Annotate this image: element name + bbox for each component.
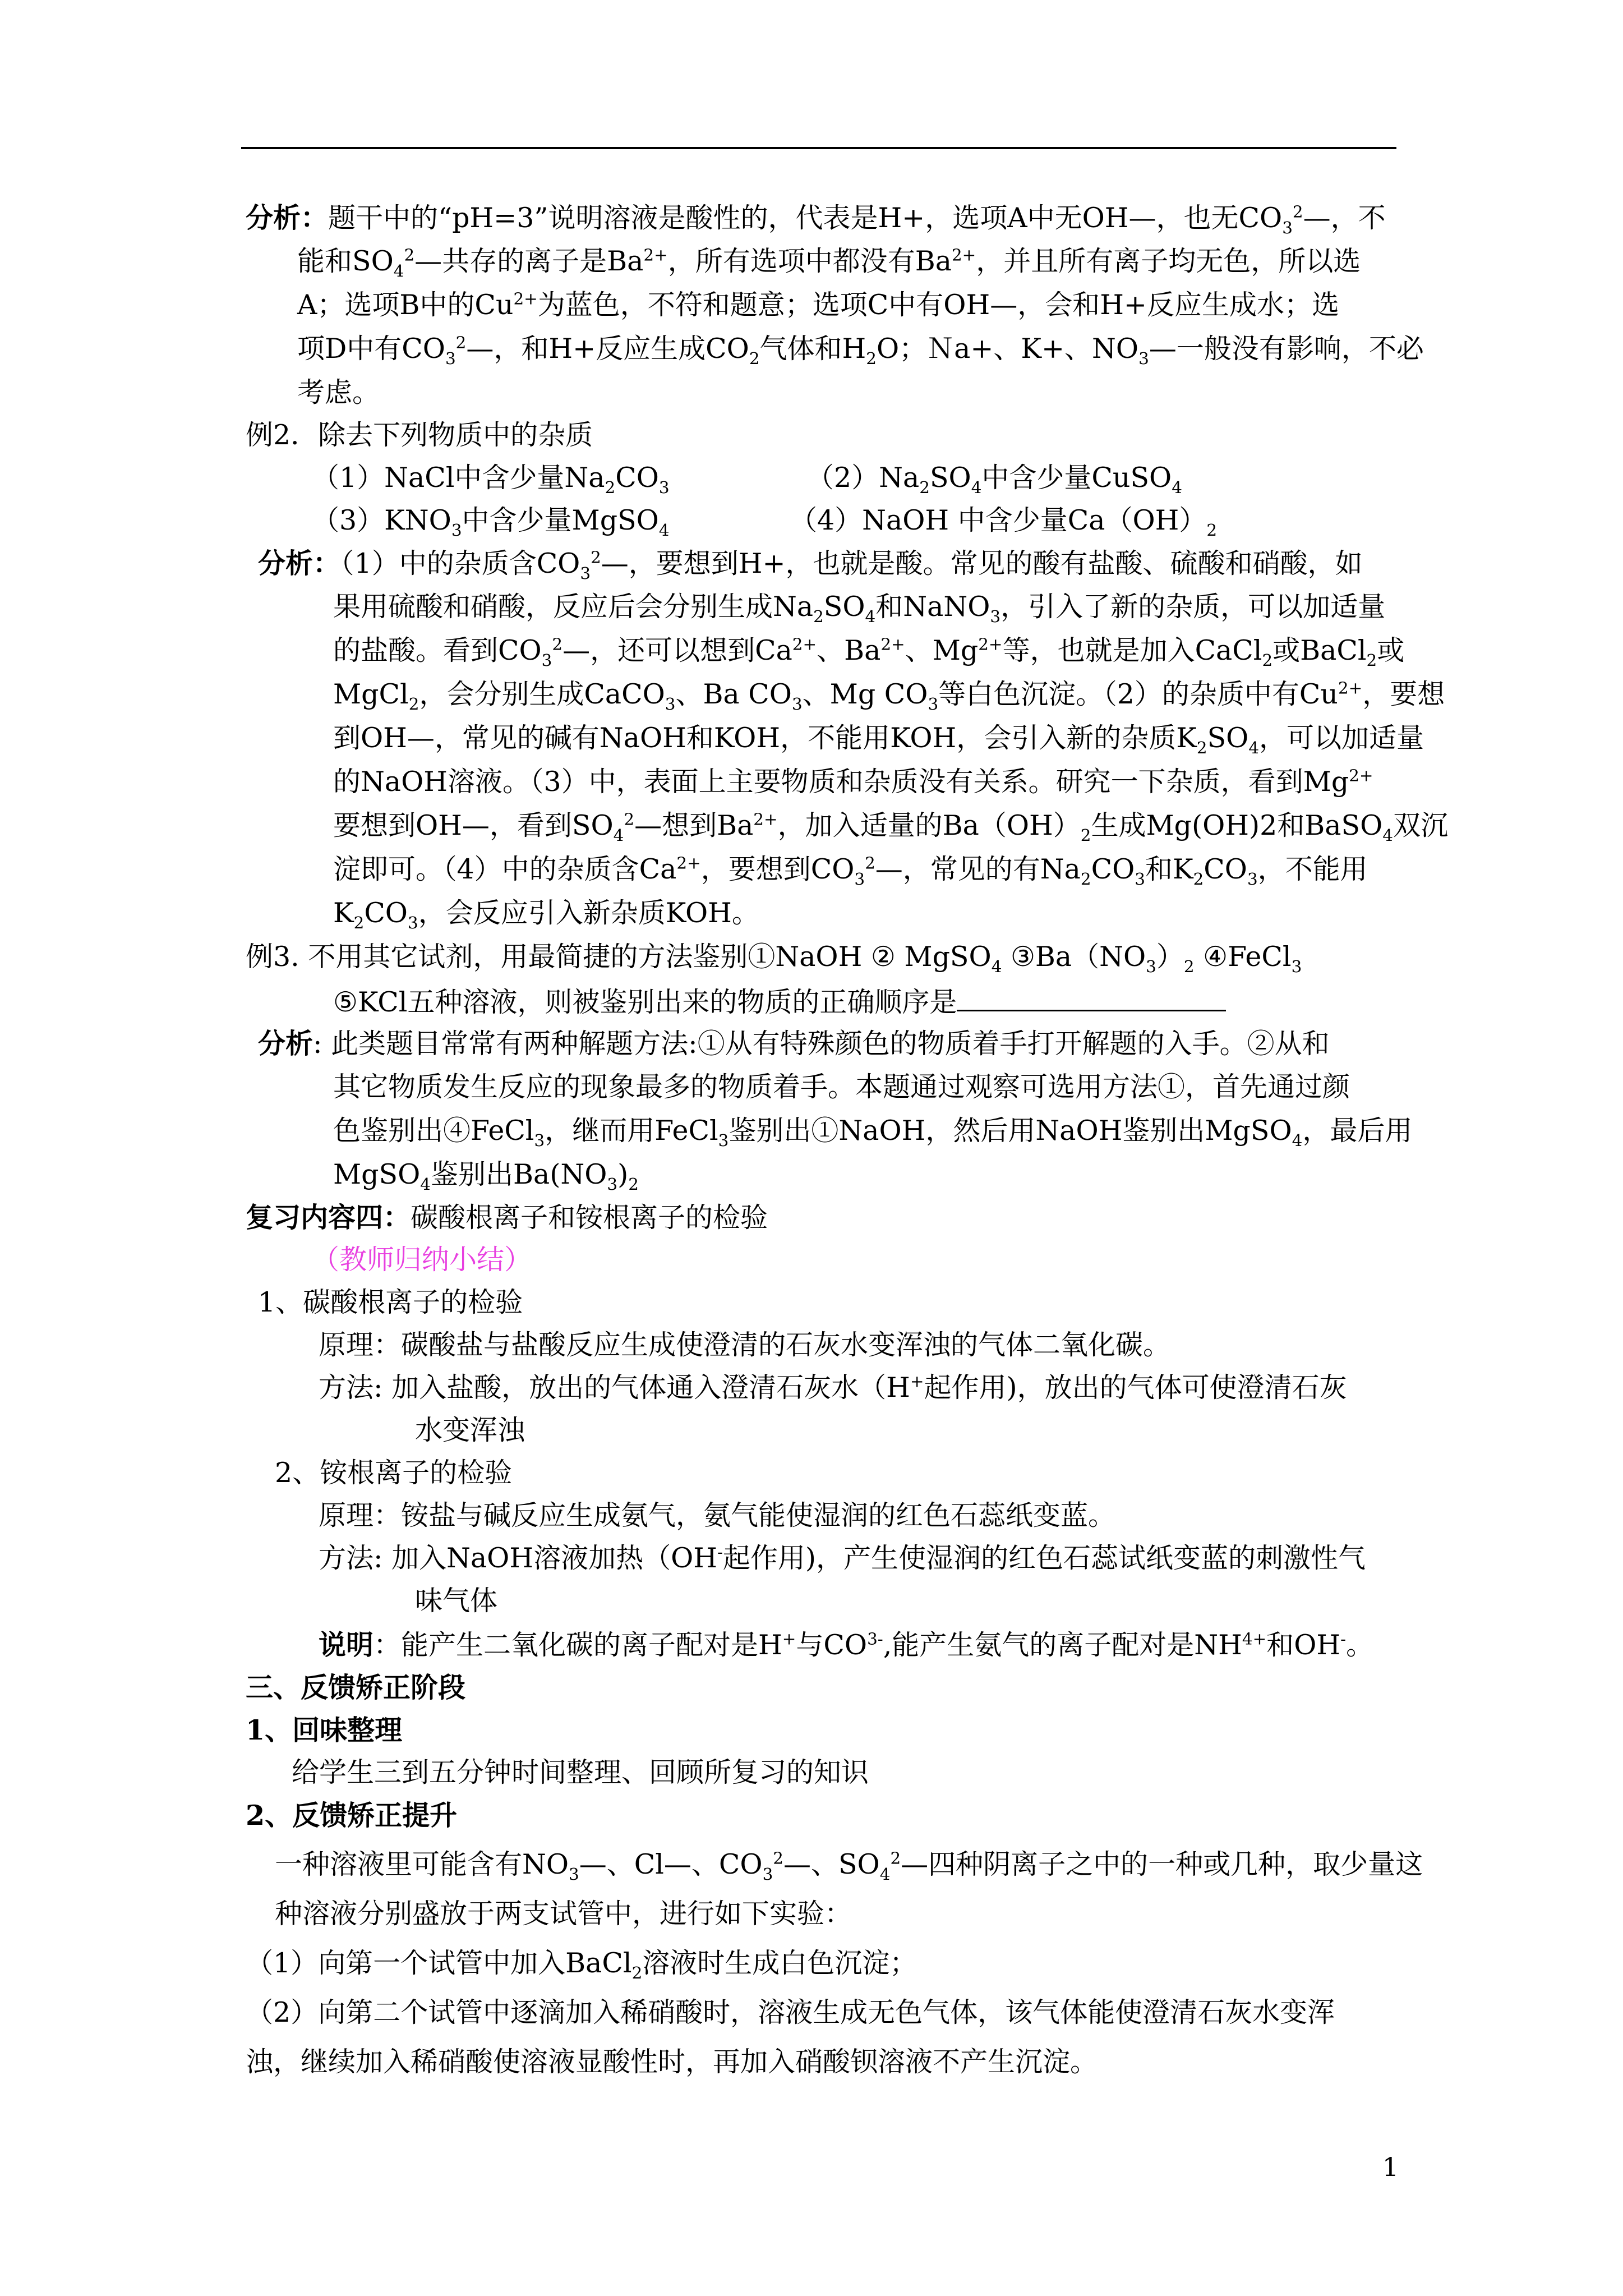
question-line5: 浊，继续加入稀硝酸使溶液显酸性时，再加入硝酸钡溶液不产生沉淀。 bbox=[246, 2046, 1098, 2078]
carbonate-method-cont: 水变浑浊 bbox=[415, 1414, 525, 1446]
question-line4: （2）向第二个试管中逐滴加入稀硝酸时，溶液生成无色气体，该气体能使澄清石灰水变浑 bbox=[246, 1996, 1335, 2028]
ex2-analysis-line3: 的盐酸。看到$CO_3^2—$，还可以想到$Ca^{2+}$、$Ba^{2+}$、$Mg^{2+}$等，也就是加入CaCl$_2$或BaCl$_2$或 bbox=[333, 634, 1405, 670]
ex2-analysis-line1: 分析：（1）中的杂质含$CO_3^2—$，要想到H+，也就是酸。常见的酸有盐酸、硫酸和硝酸，如 bbox=[258, 547, 1363, 583]
carbonate-heading: 1、碳酸根离子的检验 bbox=[258, 1286, 523, 1318]
analysis1-line2: 能和$SO_4^2—$共存的离子是$Ba^{2+}$，所有选项中都没有$Ba^{2+}$，并且所有离子均无色，所以选 bbox=[297, 245, 1361, 280]
ex2-analysis-line5: 到OH—，常见的碱有NaOH和KOH，不能用KOH，会引入新的杂质$K_2SO_4$，可以加适量 bbox=[333, 722, 1424, 757]
ex3-analysis-line3: 色鉴别出④FeCl$_3$，继而用FeCl$_3$鉴别出①NaOH，然后用NaOH鉴别出MgSO$_4$，最后用 bbox=[333, 1115, 1413, 1150]
question-line2: 种溶液分别盛放于两支试管中，进行如下实验： bbox=[275, 1898, 852, 1930]
ex2-analysis-line4: MgCl$_2$，会分别生成CaCO$_3$、Ba $CO_3$、Mg $CO_3$等白色沉淀。（2）的杂质中有$Cu^{2+}$，要想 bbox=[333, 678, 1445, 714]
ex2-analysis-line2: 果用硫酸和硝酸，反应后会分别生成$Na_2SO_4$和NaNO$_3$，引入了新的杂质，可以加适量 bbox=[333, 591, 1386, 626]
review4-note: 说明：能产生二氧化碳的离子配对是H+与$CO^{3-}$,能产生氨气的离子配对是$NH^{4+}$和OH-。 bbox=[319, 1628, 1374, 1661]
page-number: 1 bbox=[1382, 2152, 1399, 2182]
ex2-item2: $(2)Na_2SO_4$中含少量CuSO$_4$ bbox=[806, 462, 1182, 497]
ex2-analysis-line9: $K_2CO_3$，会反应引入新杂质KOH。 bbox=[333, 897, 759, 932]
analysis1-line5: 考虑。 bbox=[297, 376, 380, 408]
ammonium-heading: 2、铵根离子的检验 bbox=[275, 1457, 513, 1489]
ex3-analysis-line4: MgSO$_4$鉴别出$Ba(NO_3)_2$ bbox=[333, 1158, 639, 1194]
ex2-item4: （4）NaOH 中含少量$Ca(OH)_2$ bbox=[790, 504, 1218, 540]
stage3-heading1: 1、回味整理 bbox=[246, 1714, 403, 1746]
answer-blank[interactable] bbox=[957, 983, 1226, 1011]
ex2-analysis-line6: 的NaOH溶液。（3）中，表面上主要物质和杂质没有关系。研究一下杂质，看到$Mg^{2+}$ bbox=[333, 766, 1373, 798]
ex2-title: 例2．除去下列物质中的杂质 bbox=[246, 419, 593, 451]
ex3-analysis-line2: 其它物质发生反应的现象最多的物质着手。本题通过观察可选用方法①，首先通过颜 bbox=[333, 1071, 1350, 1103]
ex2-item3: $(3)KNO_3$中含少量MgSO$_4$ bbox=[312, 504, 670, 540]
ex2-analysis-line8: 淀即可。（4）中的杂质含$Ca^{2+}$，要想到$CO_3^2—$，常见的有$Na_2CO_3$和$K_2CO_3$，不能用 bbox=[333, 853, 1368, 889]
ex3-line2: ⑤KCl五种溶液，则被鉴别出来的物质的正确顺序是 bbox=[333, 983, 1226, 1019]
carbonate-principle: 原理：碳酸盐与盐酸反应生成使澄清的石灰水变浑浊的气体二氧化碳。 bbox=[319, 1329, 1171, 1361]
ex2-analysis-line7: 要想到OH—，看到$SO_4^2—$想到$Ba^{2+}$，加入适量的$Ba(OH)_2$生成Mg(OH)2和BaSO$_4$双沉 bbox=[333, 809, 1448, 845]
ex3-line1: 例3. 不用其它试剂，用最简捷的方法鉴别①NaOH ② MgSO$_4$ $③Ba(NO_3)_2$ ④FeCl$_3$ bbox=[246, 941, 1302, 976]
analysis1-line3: A；选项B中的$Cu^{2+}$为蓝色，不符和题意；选项C中有OH—，会和H+反应生成水；选 bbox=[297, 289, 1339, 321]
ammonium-method: 方法: 加入NaOH溶液加热（OH-起作用)，产生使湿润的红色石蕊试纸变蓝的刺激性气 bbox=[319, 1542, 1366, 1574]
analysis1-line1: 分析：题干中的“pH=3”说明溶液是酸性的，代表是H+，选项A中无OH—，也无$CO_3^2—$，不 bbox=[246, 201, 1386, 237]
teacher-summary: （教师归纳小结） bbox=[312, 1244, 532, 1276]
ex3-analysis-line1: 分析: 此类题目常常有两种解题方法:①从有特殊颜色的物质着手打开解题的入手。②从和 bbox=[258, 1027, 1330, 1060]
stage3-paragraph1: 给学生三到五分钟时间整理、回顾所复习的知识 bbox=[292, 1756, 869, 1788]
ammonium-principle: 原理：铵盐与碱反应生成氨气，氨气能使湿润的红色石蕊纸变蓝。 bbox=[319, 1499, 1116, 1531]
analysis1-line4: 项D中有$CO_3^2—$，和H+反应生成$CO_2$气体和$H_2O$；Ｎa+、K+、$NO_3—$一般没有影响，不必 bbox=[297, 333, 1424, 368]
carbonate-method: 方法: 加入盐酸，放出的气体通入澄清石灰水（H+起作用)，放出的气体可使澄清石灰 bbox=[319, 1372, 1347, 1404]
stage3-title: 三、反馈矫正阶段 bbox=[246, 1671, 466, 1704]
ammonium-method-cont: 味气体 bbox=[415, 1585, 498, 1617]
question-line1: 一种溶液里可能含有$NO_3—$、Cl—、$CO_3^2—$、$SO_4^2—$四种阴离子之中的一种或几种，取少量这 bbox=[275, 1848, 1423, 1884]
ex2-item1: （1）NaCl中含少量$Na_2CO_3$ bbox=[312, 462, 670, 497]
header-rule bbox=[241, 147, 1396, 149]
review4-title: 复习内容四：碳酸根离子和铵根离子的检验 bbox=[246, 1201, 768, 1234]
stage3-heading2: 2、反馈矫正提升 bbox=[246, 1799, 458, 1832]
question-line3: （1）向第一个试管中加入BaCl$_2$溶液时生成白色沉淀； bbox=[246, 1947, 917, 1982]
